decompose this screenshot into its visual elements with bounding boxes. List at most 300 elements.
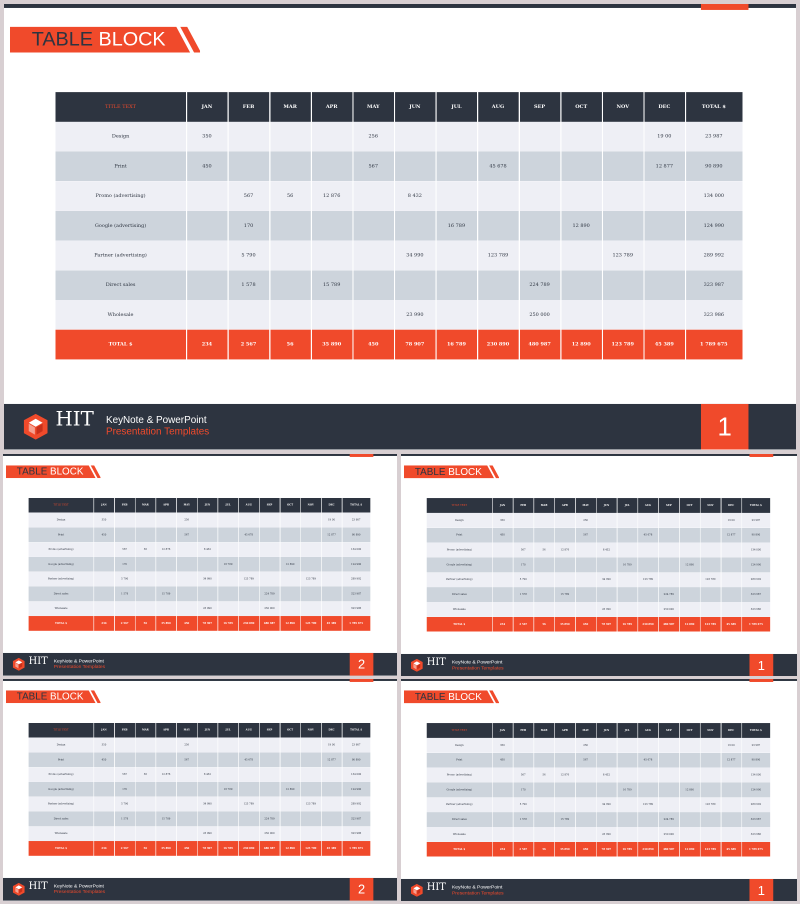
table-cell: 34 990 bbox=[197, 797, 218, 812]
table-cell: 5 790 bbox=[114, 797, 135, 812]
table-cell bbox=[658, 557, 679, 572]
total-cell: 16 789 bbox=[218, 616, 239, 631]
table-cell bbox=[218, 797, 239, 812]
table-cell bbox=[114, 601, 135, 616]
table-cell bbox=[300, 752, 321, 767]
slide-main bbox=[4, 4, 796, 450]
table-cell bbox=[300, 586, 321, 601]
slide-thumb-1 bbox=[3, 454, 397, 676]
row-total: 23 987 bbox=[342, 513, 371, 528]
header-cell-month: JAN bbox=[186, 92, 228, 122]
table-cell bbox=[269, 241, 311, 271]
table-cell: 12 877 bbox=[721, 528, 742, 543]
table-cell: 12 890 bbox=[679, 557, 700, 572]
table-cell bbox=[679, 528, 700, 543]
table-cell: 1 578 bbox=[513, 812, 534, 827]
table-cell bbox=[575, 572, 596, 587]
table-cell: 45 678 bbox=[238, 527, 259, 542]
total-cell: 480 987 bbox=[658, 617, 679, 632]
table-cell bbox=[617, 528, 638, 543]
total-cell: 35 890 bbox=[156, 841, 177, 856]
row-label: Promo (advertising) bbox=[55, 181, 186, 211]
cube-logo-icon bbox=[13, 658, 25, 671]
row-total: 323 987 bbox=[685, 270, 742, 300]
total-cell: 230 890 bbox=[638, 617, 659, 632]
table-cell bbox=[477, 181, 519, 211]
table-cell: 56 bbox=[135, 542, 156, 557]
table-cell bbox=[700, 812, 721, 827]
page-number: 1 bbox=[717, 411, 732, 442]
table-cell bbox=[186, 181, 228, 211]
header-cell-title: TITLE TEXT bbox=[29, 498, 94, 513]
table-cell: 567 bbox=[228, 181, 270, 211]
table-row bbox=[427, 602, 771, 617]
table-cell bbox=[700, 587, 721, 602]
table-cell bbox=[560, 241, 602, 271]
total-cell: 45 389 bbox=[321, 841, 342, 856]
table-cell bbox=[311, 211, 353, 241]
row-label: Google (advertising) bbox=[29, 557, 94, 572]
table-cell: 450 bbox=[492, 753, 513, 768]
title-banner bbox=[404, 465, 499, 478]
table-cell bbox=[534, 782, 555, 797]
row-label: Print bbox=[427, 753, 492, 768]
table-cell bbox=[176, 572, 197, 587]
table-row bbox=[55, 241, 742, 271]
table-cell bbox=[269, 152, 311, 182]
table-row bbox=[427, 768, 771, 783]
table-cell bbox=[259, 572, 280, 587]
header-cell-month: SEP bbox=[658, 498, 679, 513]
table-cell bbox=[238, 586, 259, 601]
header-cell-month: FEB bbox=[513, 498, 534, 513]
table-cell bbox=[135, 738, 156, 753]
table-cell: 1 578 bbox=[228, 270, 270, 300]
row-label: Design bbox=[29, 738, 94, 753]
table-cell bbox=[519, 122, 561, 152]
table-cell: 16 789 bbox=[218, 782, 239, 797]
header-cell-month: DEC bbox=[644, 92, 686, 122]
table-row bbox=[55, 152, 742, 182]
table-cell bbox=[534, 557, 555, 572]
table-cell: 16 789 bbox=[436, 211, 478, 241]
logo-text: HIT bbox=[28, 654, 48, 667]
table-cell bbox=[238, 826, 259, 841]
header-cell-month: APR bbox=[156, 498, 177, 513]
table-cell bbox=[638, 513, 659, 528]
table-cell: 15 789 bbox=[311, 270, 353, 300]
cube-logo-icon bbox=[411, 884, 423, 897]
page-number-box bbox=[701, 404, 749, 450]
table-cell: 16 789 bbox=[218, 557, 239, 572]
table-cell bbox=[135, 557, 156, 572]
table-row bbox=[29, 797, 371, 812]
table-cell bbox=[554, 528, 575, 543]
table-cell: 15 789 bbox=[554, 587, 575, 602]
grand-total: 1 789 675 bbox=[685, 330, 742, 360]
table-cell: 8 432 bbox=[596, 543, 617, 558]
footer-line-2: Presentation Templates bbox=[451, 665, 504, 671]
footer-bar bbox=[401, 654, 797, 676]
header-cell-month: JUN bbox=[197, 498, 218, 513]
table-cell: 170 bbox=[513, 782, 534, 797]
table-cell bbox=[135, 752, 156, 767]
table-cell bbox=[197, 811, 218, 826]
table-cell: 123 789 bbox=[638, 572, 659, 587]
table-cell: 123 789 bbox=[238, 797, 259, 812]
table-cell bbox=[679, 812, 700, 827]
table-cell bbox=[554, 602, 575, 617]
table-cell: 45 678 bbox=[638, 528, 659, 543]
table-cell bbox=[436, 241, 478, 271]
table-cell bbox=[721, 557, 742, 572]
row-total: 90 890 bbox=[685, 152, 742, 182]
table-cell bbox=[554, 797, 575, 812]
table-cell bbox=[321, 767, 342, 782]
table-cell bbox=[176, 557, 197, 572]
header-cell-month: FEB bbox=[114, 498, 135, 513]
table-cell bbox=[575, 797, 596, 812]
table-cell bbox=[492, 587, 513, 602]
header-cell-month: APR bbox=[156, 723, 177, 738]
table-cell bbox=[197, 513, 218, 528]
table-cell: 567 bbox=[114, 542, 135, 557]
table-cell bbox=[658, 513, 679, 528]
header-cell-month: FEB bbox=[114, 723, 135, 738]
total-row bbox=[29, 616, 371, 631]
table-cell bbox=[280, 767, 301, 782]
table-cell bbox=[94, 782, 115, 797]
total-cell: 35 890 bbox=[156, 616, 177, 631]
total-cell: 16 789 bbox=[617, 617, 638, 632]
table-cell: 23 990 bbox=[596, 827, 617, 842]
table-cell: 12 890 bbox=[679, 782, 700, 797]
table-cell bbox=[186, 300, 228, 330]
cube-logo-icon bbox=[24, 414, 48, 440]
footer-line-1: KeyNote & PowerPoint bbox=[53, 883, 104, 889]
table-cell bbox=[176, 826, 197, 841]
row-label: Promo (advertising) bbox=[427, 768, 492, 783]
total-cell: 450 bbox=[352, 330, 394, 360]
footer-line-2: Presentation Templates bbox=[53, 889, 106, 895]
table-cell: 56 bbox=[534, 768, 555, 783]
table-cell bbox=[617, 572, 638, 587]
table-cell bbox=[321, 586, 342, 601]
table-cell bbox=[94, 811, 115, 826]
total-cell: 56 bbox=[534, 842, 555, 857]
page-number: 2 bbox=[357, 656, 366, 672]
table-cell bbox=[679, 797, 700, 812]
header-cell-title: TITLE TEXT bbox=[29, 723, 94, 738]
table-cell: 567 bbox=[575, 753, 596, 768]
header-cell-month: JAN bbox=[492, 723, 513, 738]
table-cell bbox=[321, 557, 342, 572]
table-cell: 34 990 bbox=[394, 241, 436, 271]
slide-title bbox=[32, 28, 166, 52]
table-cell bbox=[311, 241, 353, 271]
table-cell: 567 bbox=[176, 752, 197, 767]
table-cell bbox=[596, 753, 617, 768]
table-cell bbox=[492, 812, 513, 827]
logo-text: HIT bbox=[426, 880, 446, 893]
row-label: Design bbox=[55, 122, 186, 152]
table-cell: 23 990 bbox=[197, 826, 218, 841]
total-cell: 123 789 bbox=[700, 842, 721, 857]
table-row bbox=[427, 753, 771, 768]
header-cell-month: OCT bbox=[560, 92, 602, 122]
data-table bbox=[55, 92, 743, 359]
table-cell: 19 00 bbox=[644, 122, 686, 152]
row-total: 289 992 bbox=[742, 797, 771, 812]
title-word-block: BLOCK bbox=[50, 691, 84, 703]
table-cell bbox=[638, 812, 659, 827]
table-row bbox=[427, 797, 771, 812]
row-label: Design bbox=[427, 738, 492, 753]
table-row bbox=[427, 827, 771, 842]
title-banner bbox=[6, 690, 101, 703]
title-banner bbox=[10, 27, 200, 53]
table-cell bbox=[280, 513, 301, 528]
row-total: 323 987 bbox=[742, 812, 771, 827]
header-cell-month: JUN bbox=[596, 723, 617, 738]
total-cell: 450 bbox=[176, 841, 197, 856]
table-cell bbox=[477, 122, 519, 152]
table-cell: 567 bbox=[513, 543, 534, 558]
table-cell bbox=[238, 601, 259, 616]
table-cell: 19 00 bbox=[721, 513, 742, 528]
page-number: 1 bbox=[757, 657, 765, 673]
table-cell bbox=[721, 543, 742, 558]
table-cell bbox=[135, 513, 156, 528]
table-cell bbox=[352, 181, 394, 211]
table-cell bbox=[638, 602, 659, 617]
table-cell: 170 bbox=[114, 557, 135, 572]
title-word-table: TABLE bbox=[414, 466, 446, 478]
slide-title bbox=[17, 466, 84, 478]
table-cell bbox=[513, 602, 534, 617]
table-cell bbox=[644, 181, 686, 211]
table-cell bbox=[135, 572, 156, 587]
table-cell: 45 678 bbox=[238, 752, 259, 767]
table-cell bbox=[519, 152, 561, 182]
footer-line-2: Presentation Templates bbox=[53, 664, 106, 670]
grand-total: 1 789 675 bbox=[342, 841, 371, 856]
table-cell bbox=[679, 827, 700, 842]
table-cell bbox=[575, 557, 596, 572]
total-cell: 56 bbox=[135, 841, 156, 856]
row-label: Wholesale bbox=[29, 601, 94, 616]
header-cell-month: MAY bbox=[176, 723, 197, 738]
table-cell: 19 00 bbox=[321, 738, 342, 753]
row-label: Google (advertising) bbox=[427, 782, 492, 797]
row-label: Direct sales bbox=[29, 586, 94, 601]
table-cell bbox=[176, 586, 197, 601]
table-cell bbox=[721, 782, 742, 797]
table-cell bbox=[617, 513, 638, 528]
row-total: 124 990 bbox=[342, 557, 371, 572]
header-cell-month: JUN bbox=[394, 92, 436, 122]
table-cell bbox=[575, 827, 596, 842]
header-cell-month: NOV bbox=[602, 92, 644, 122]
table-cell: 350 bbox=[94, 513, 115, 528]
table-cell bbox=[218, 738, 239, 753]
table-cell bbox=[135, 797, 156, 812]
row-label: Print bbox=[29, 527, 94, 542]
table-cell bbox=[394, 270, 436, 300]
grand-total: 1 789 675 bbox=[342, 616, 371, 631]
table-cell: 450 bbox=[492, 528, 513, 543]
table-cell bbox=[513, 827, 534, 842]
table-row bbox=[55, 300, 742, 330]
table-cell bbox=[658, 543, 679, 558]
total-cell: 230 890 bbox=[477, 330, 519, 360]
table-cell bbox=[300, 811, 321, 826]
table-cell bbox=[321, 826, 342, 841]
table-cell bbox=[575, 812, 596, 827]
top-bar bbox=[401, 679, 797, 681]
logo-text: HIT bbox=[55, 406, 94, 431]
row-label: Promo (advertising) bbox=[29, 542, 94, 557]
table-cell bbox=[492, 543, 513, 558]
table-cell bbox=[534, 602, 555, 617]
header-cell-month: AUG bbox=[238, 723, 259, 738]
top-accent-bar bbox=[350, 454, 374, 457]
table-row bbox=[29, 557, 371, 572]
table-cell: 8 432 bbox=[197, 767, 218, 782]
table-cell bbox=[721, 827, 742, 842]
table-cell bbox=[94, 572, 115, 587]
page-number-box bbox=[350, 878, 374, 901]
table-cell bbox=[513, 513, 534, 528]
top-accent-bar bbox=[749, 679, 773, 682]
table-cell bbox=[492, 768, 513, 783]
table-cell bbox=[534, 738, 555, 753]
row-label: Direct sales bbox=[55, 270, 186, 300]
table-cell bbox=[519, 181, 561, 211]
table-cell: 15 789 bbox=[156, 811, 177, 826]
table-cell: 350 bbox=[492, 513, 513, 528]
footer-bar bbox=[3, 878, 397, 901]
table-cell bbox=[602, 300, 644, 330]
header-cell-month: SEP bbox=[519, 92, 561, 122]
table-cell bbox=[300, 782, 321, 797]
total-cell: 35 890 bbox=[554, 842, 575, 857]
header-cell-month: MAY bbox=[176, 498, 197, 513]
table-cell: 12 877 bbox=[721, 753, 742, 768]
total-cell: 78 907 bbox=[596, 617, 617, 632]
table-cell bbox=[477, 300, 519, 330]
table-cell bbox=[721, 602, 742, 617]
total-cell: 234 bbox=[492, 842, 513, 857]
table-row bbox=[29, 738, 371, 753]
table-cell: 12 876 bbox=[156, 767, 177, 782]
table-cell bbox=[679, 768, 700, 783]
header-cell-total: TOTAL $ bbox=[742, 723, 771, 738]
table-cell bbox=[218, 752, 239, 767]
row-total: 323 987 bbox=[342, 811, 371, 826]
table-cell: 250 000 bbox=[259, 601, 280, 616]
table-header-row bbox=[55, 92, 742, 122]
table-cell bbox=[259, 557, 280, 572]
table-cell: 12 876 bbox=[554, 543, 575, 558]
table-cell: 123 789 bbox=[477, 241, 519, 271]
header-cell-month: NOV bbox=[700, 723, 721, 738]
header-cell-month: OCT bbox=[280, 723, 301, 738]
row-label: Direct sales bbox=[29, 811, 94, 826]
slide-title bbox=[415, 466, 482, 478]
table-cell bbox=[534, 827, 555, 842]
table-cell: 12 877 bbox=[321, 752, 342, 767]
top-accent-bar bbox=[701, 4, 749, 10]
table-cell: 56 bbox=[534, 543, 555, 558]
table-cell bbox=[186, 211, 228, 241]
table-cell bbox=[477, 270, 519, 300]
table-cell bbox=[218, 513, 239, 528]
header-cell-month: JUL bbox=[436, 92, 478, 122]
table-header-row bbox=[427, 723, 771, 738]
table-cell bbox=[492, 572, 513, 587]
table-cell: 256 bbox=[575, 513, 596, 528]
table-cell bbox=[638, 782, 659, 797]
header-cell-month: JUL bbox=[218, 498, 239, 513]
table-cell: 256 bbox=[176, 513, 197, 528]
table-cell: 12 890 bbox=[280, 557, 301, 572]
header-cell-month: SEP bbox=[259, 723, 280, 738]
table-cell: 123 789 bbox=[300, 572, 321, 587]
table-cell bbox=[602, 181, 644, 211]
total-cell: 2 567 bbox=[114, 616, 135, 631]
table-cell bbox=[513, 738, 534, 753]
header-cell-month: AUG bbox=[638, 498, 659, 513]
table-cell: 45 678 bbox=[477, 152, 519, 182]
table-cell: 16 789 bbox=[617, 557, 638, 572]
table-row bbox=[29, 527, 371, 542]
table-cell bbox=[644, 270, 686, 300]
table-cell bbox=[280, 542, 301, 557]
table-cell bbox=[394, 122, 436, 152]
table-cell: 45 678 bbox=[638, 753, 659, 768]
row-total: 90 890 bbox=[742, 753, 771, 768]
page-number-box bbox=[350, 653, 374, 676]
table-cell bbox=[534, 587, 555, 602]
total-cell: 480 987 bbox=[259, 616, 280, 631]
table-row bbox=[29, 601, 371, 616]
table-cell bbox=[617, 812, 638, 827]
table-cell bbox=[238, 782, 259, 797]
table-cell: 5 790 bbox=[513, 797, 534, 812]
table-cell bbox=[156, 826, 177, 841]
table-cell: 8 432 bbox=[197, 542, 218, 557]
footer-bar bbox=[4, 404, 796, 450]
table-cell bbox=[617, 602, 638, 617]
table-cell bbox=[186, 241, 228, 271]
top-bar bbox=[3, 679, 397, 681]
header-cell-month: MAR bbox=[534, 498, 555, 513]
table-cell bbox=[321, 601, 342, 616]
title-word-table: TABLE bbox=[414, 691, 446, 703]
table-cell bbox=[352, 300, 394, 330]
table-cell: 12 877 bbox=[321, 527, 342, 542]
header-cell-month: DEC bbox=[321, 723, 342, 738]
table-cell bbox=[679, 753, 700, 768]
table-cell bbox=[554, 572, 575, 587]
table-cell: 123 789 bbox=[700, 572, 721, 587]
table-cell bbox=[300, 826, 321, 841]
total-cell: 2 567 bbox=[228, 330, 270, 360]
header-cell-title: TITLE TEXT bbox=[427, 498, 492, 513]
header-cell-total: TOTAL $ bbox=[342, 723, 371, 738]
table-cell: 5 790 bbox=[228, 241, 270, 271]
